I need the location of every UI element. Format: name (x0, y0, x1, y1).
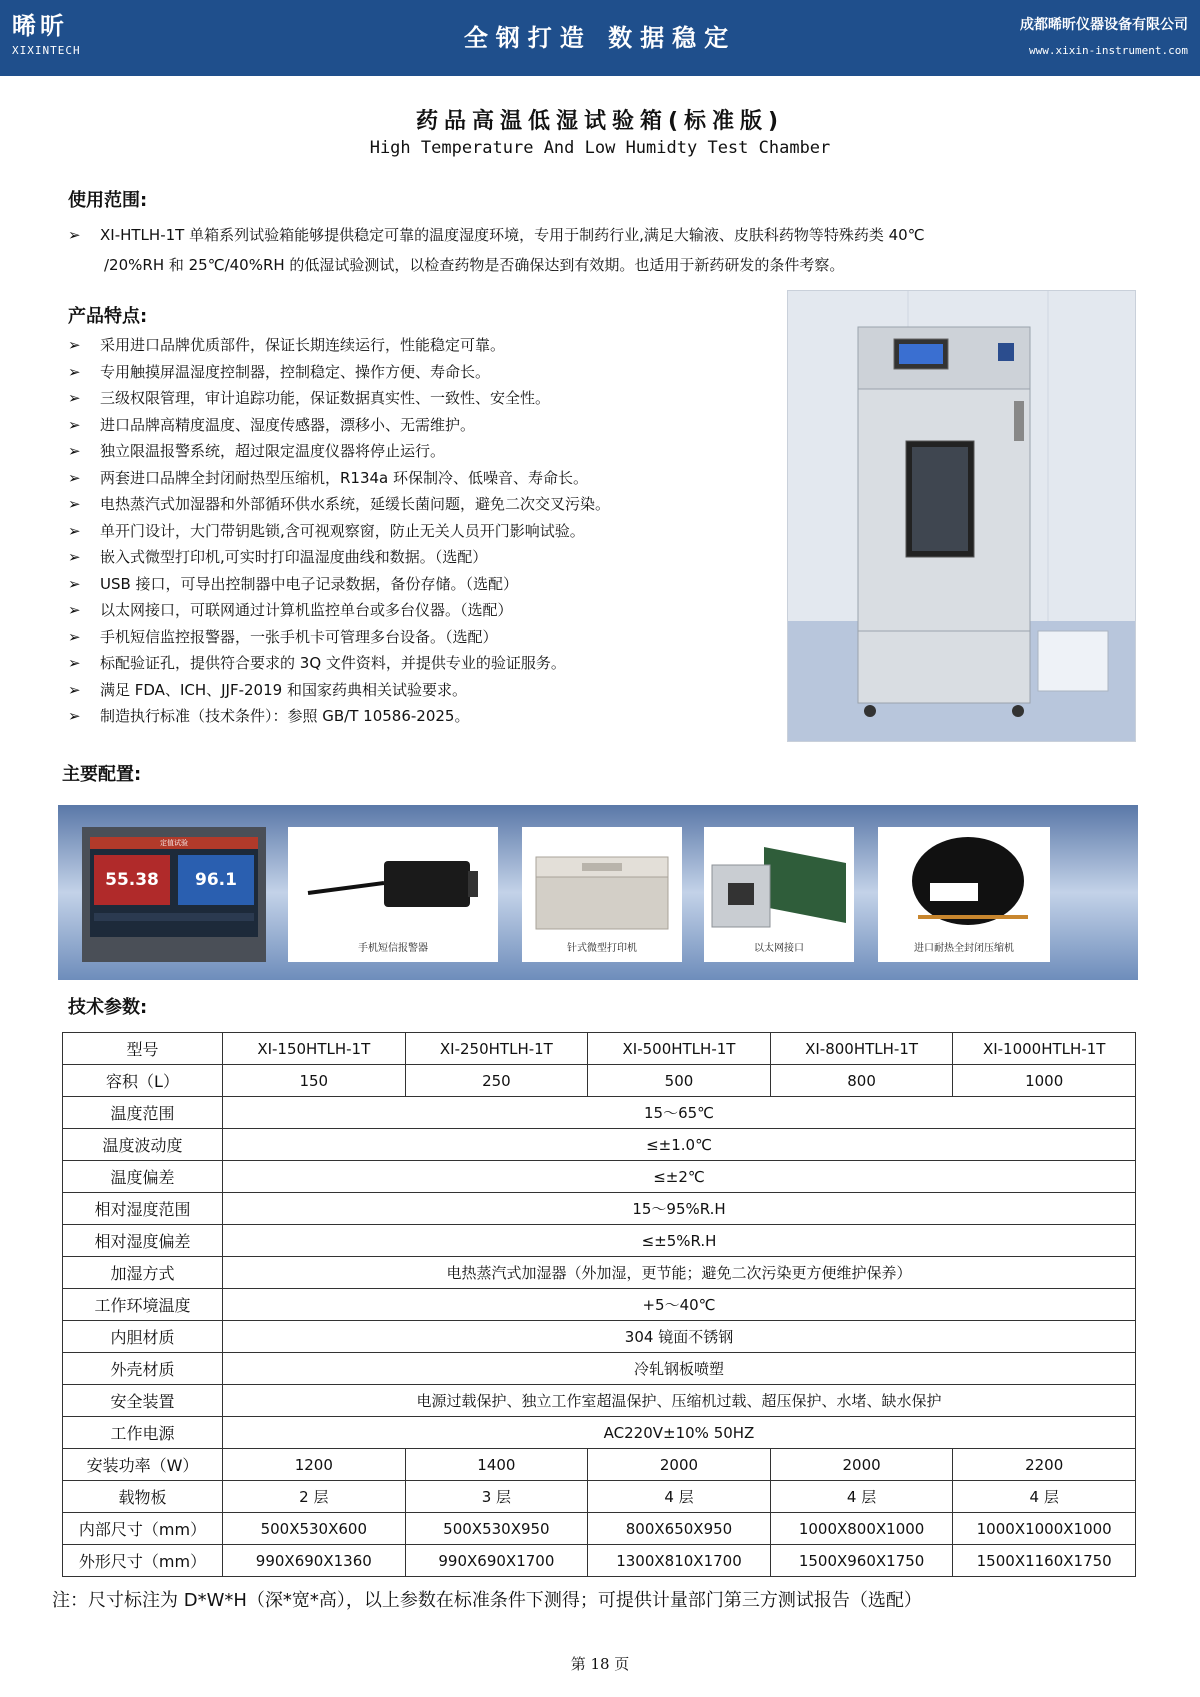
feature-item (68, 650, 566, 676)
ethernet-card-image (704, 827, 854, 962)
spec-row-common (63, 1385, 1136, 1417)
spec-row-common (63, 1225, 1136, 1257)
scope-line-2: /20%RH 和 25℃/40%RH 的低湿试验测试，以检查药物是否确保达到有效期。也适用于新药研发的条件考察。 (104, 256, 845, 274)
spec-row-outer-size (63, 1545, 1136, 1577)
bullet-marker: ➢ (68, 468, 81, 487)
row-label: 相对湿度范围 (63, 1193, 223, 1225)
scope-paragraph (68, 220, 1118, 280)
table-cell: XI-1000HTLH-1T (953, 1033, 1136, 1065)
table-cell: 1500X960X1750 (770, 1545, 953, 1577)
feature-item (68, 624, 498, 650)
row-label: 型号 (63, 1033, 223, 1065)
table-cell: 990X690X1700 (405, 1545, 588, 1577)
table-cell: 150 (223, 1065, 406, 1097)
row-label: 外壳材质 (63, 1353, 223, 1385)
feature-item (68, 677, 467, 703)
table-cell: 1400 (405, 1449, 588, 1481)
table-cell: 15～95%R.H (223, 1193, 1136, 1225)
spec-row-common (63, 1417, 1136, 1449)
config-heading: 主要配置: (62, 764, 142, 785)
spec-row-inner-size (63, 1513, 1136, 1545)
bullet-marker: ➢ (68, 574, 81, 593)
config-label-ethernet: 以太网接口 (754, 943, 804, 954)
table-cell: 500X530X950 (405, 1513, 588, 1545)
bullet-marker: ➢ (68, 548, 81, 566)
config-label-sms-alarm: 手机短信报警器 (358, 943, 428, 954)
document-title-en: High Temperature And Low Humidty Test Chamber (369, 138, 831, 158)
feature-text: 采用进口品牌优质部件，保证长期连续运行，性能稳定可靠。 (100, 336, 506, 354)
feature-item (68, 359, 490, 385)
page-header (0, 0, 1200, 76)
table-cell: 1300X810X1700 (588, 1545, 771, 1577)
table-cell: ≤±5%R.H (223, 1225, 1136, 1257)
row-label: 安全装置 (63, 1385, 223, 1417)
feature-text: USB 接口，可导出控制器中电子记录数据，备份存储。（选配） (100, 574, 519, 593)
row-label: 温度波动度 (63, 1129, 223, 1161)
controller-humid-readout: 96.1 (178, 855, 254, 905)
feature-text: 满足 FDA、ICH、JJF-2019 和国家药典相关试验要求。 (100, 680, 467, 699)
table-cell: 3 层 (405, 1481, 588, 1513)
bullet-marker: ➢ (68, 226, 81, 244)
feature-text: 手机短信监控报警器，一张手机卡可管理多台设备。（选配） (100, 627, 498, 646)
controller-image (82, 827, 266, 962)
feature-text: 专用触摸屏温湿度控制器，控制稳定、操作方便、寿命长。 (100, 362, 491, 381)
table-cell: 800 (770, 1065, 953, 1097)
table-cell: 2000 (588, 1449, 771, 1481)
document-title-cn: 药品高温低湿试验箱(标准版) (415, 109, 785, 134)
table-cell: 4 层 (770, 1481, 953, 1513)
config-label-printer: 针式微型打印机 (567, 943, 637, 954)
table-cell: 800X650X950 (588, 1513, 771, 1545)
row-label: 加湿方式 (63, 1257, 223, 1289)
row-label: 温度偏差 (63, 1161, 223, 1193)
spec-row-common (63, 1193, 1136, 1225)
row-label: 载物板 (63, 1481, 223, 1513)
controller-screen-title: 定值试验 (90, 837, 258, 849)
table-cell: 990X690X1360 (223, 1545, 406, 1577)
bullet-marker: ➢ (68, 521, 81, 540)
config-label-compressor: 进口耐热全封闭压缩机 (914, 943, 1014, 954)
config-band (58, 805, 1138, 980)
feature-item (68, 571, 518, 597)
table-cell: 500 (588, 1065, 771, 1097)
scope-line-1: XI-HTLH-1T 单箱系列试验箱能够提供稳定可靠的温度湿度环境，专用于制药行业,满足大输液、皮肤科药物等特殊药类 40℃ (100, 226, 925, 244)
spec-row-common (63, 1129, 1136, 1161)
row-label: 内部尺寸（mm） (63, 1513, 223, 1545)
spec-row-common (63, 1097, 1136, 1129)
product-photo (787, 290, 1136, 742)
table-cell: 2000 (770, 1449, 953, 1481)
compressor-image (878, 827, 1050, 962)
printer-image (522, 827, 682, 962)
table-cell: ≤±2℃ (223, 1161, 1136, 1193)
feature-item (68, 465, 588, 491)
spec-row-common (63, 1353, 1136, 1385)
feature-text: 进口品牌高精度温度、湿度传感器，漂移小、无需维护。 (100, 415, 476, 434)
table-cell: 4 层 (953, 1481, 1136, 1513)
table-cell: 2200 (953, 1449, 1136, 1481)
bullet-marker: ➢ (68, 415, 81, 434)
scope-heading: 使用范围: (68, 190, 148, 211)
row-label: 相对湿度偏差 (63, 1225, 223, 1257)
bullet-marker: ➢ (68, 680, 81, 699)
spec-table (62, 1032, 1136, 1577)
company-url[interactable]: www.xixin-instrument.com (1029, 44, 1188, 57)
table-cell: 1000X1000X1000 (953, 1513, 1136, 1545)
feature-item (68, 332, 505, 358)
table-cell: 1000 (953, 1065, 1136, 1097)
row-label: 安装功率（W） (63, 1449, 223, 1481)
feature-item (68, 518, 585, 544)
row-label: 工作电源 (63, 1417, 223, 1449)
specs-heading: 技术参数: (68, 997, 148, 1018)
table-cell: +5～40℃ (223, 1289, 1136, 1321)
spec-row-common (63, 1161, 1136, 1193)
table-cell: 1200 (223, 1449, 406, 1481)
bullet-marker: ➢ (68, 627, 81, 646)
table-cell: XI-250HTLH-1T (405, 1033, 588, 1065)
table-cell: 304 镜面不锈钢 (223, 1321, 1136, 1353)
table-cell: 2 层 (223, 1481, 406, 1513)
spec-row-shelves (63, 1481, 1136, 1513)
spec-row-volume (63, 1065, 1136, 1097)
spec-row-common (63, 1257, 1136, 1289)
bullet-marker: ➢ (68, 495, 81, 513)
company-name: 成都晞昕仪器设备有限公司 (1020, 17, 1188, 33)
brand-name-en: XIXINTECH (12, 44, 81, 57)
feature-text: 三级权限管理，审计追踪功能，保证数据真实性、一致性、安全性。 (100, 389, 551, 407)
feature-text: 以太网接口，可联网通过计算机监控单台或多台仪器。（选配） (100, 601, 513, 619)
feature-item (68, 703, 469, 729)
table-cell: XI-150HTLH-1T (223, 1033, 406, 1065)
feature-text: 制造执行标准（技术条件）：参照 GB/T 10586-2025。 (100, 707, 470, 725)
table-cell: 250 (405, 1065, 588, 1097)
row-label: 工作环境温度 (63, 1289, 223, 1321)
controller-temp-readout: 55.38 (94, 855, 170, 905)
feature-item (68, 597, 513, 623)
table-cell: 4 层 (588, 1481, 771, 1513)
bullet-marker: ➢ (68, 442, 81, 460)
feature-text: 两套进口品牌全封闭耐热型压缩机，R134a 环保制冷、低噪音、寿命长。 (100, 468, 589, 487)
row-label: 容积（L） (63, 1065, 223, 1097)
feature-item (68, 385, 550, 411)
feature-item (68, 438, 445, 464)
features-heading: 产品特点: (68, 306, 148, 327)
header-slogan: 全钢打造 数据稳定 (463, 24, 737, 52)
feature-item (68, 544, 487, 570)
bullet-marker: ➢ (68, 601, 81, 619)
bullet-marker: ➢ (68, 707, 81, 725)
feature-text: 电热蒸汽式加湿器和外部循环供水系统，延缓长菌问题，避免二次交叉污染。 (100, 495, 611, 513)
row-label: 外形尺寸（mm） (63, 1545, 223, 1577)
row-label: 温度范围 (63, 1097, 223, 1129)
table-cell: AC220V±10% 50HZ (223, 1417, 1136, 1449)
table-cell: XI-500HTLH-1T (588, 1033, 771, 1065)
spec-row-common (63, 1321, 1136, 1353)
feature-text: 单开门设计，大门带钥匙锁,含可视观察窗，防止无关人员开门影响试验。 (100, 521, 585, 540)
bullet-marker: ➢ (68, 362, 81, 381)
spec-row-model (63, 1033, 1136, 1065)
table-cell: 电源过载保护、独立工作室超温保护、压缩机过载、超压保护、水堵、缺水保护 (223, 1385, 1136, 1417)
table-cell: 1500X1160X1750 (953, 1545, 1136, 1577)
spec-row-common (63, 1289, 1136, 1321)
row-label: 内胆材质 (63, 1321, 223, 1353)
spec-row-power (63, 1449, 1136, 1481)
feature-text: 标配验证孔，提供符合要求的 3Q 文件资料，并提供专业的验证服务。 (100, 654, 566, 672)
page-number: 第 18 页 (570, 1655, 630, 1673)
brand-name-cn: 晞昕 (12, 12, 68, 40)
table-cell: 电热蒸汽式加湿器（外加湿，更节能；避免二次污染更方便维护保养） (223, 1257, 1136, 1289)
table-cell: 冷轧钢板喷塑 (223, 1353, 1136, 1385)
bullet-marker: ➢ (68, 389, 81, 407)
table-cell: 1000X800X1000 (770, 1513, 953, 1545)
table-cell: 15～65℃ (223, 1097, 1136, 1129)
feature-text: 独立限温报警系统，超过限定温度仪器将停止运行。 (100, 442, 446, 460)
footnote: 注：尺寸标注为 D*W*H（深*宽*高），以上参数在标准条件下测得；可提供计量部门第三方测试报告（选配） (52, 1590, 922, 1611)
feature-text: 嵌入式微型打印机,可实时打印温湿度曲线和数据。（选配） (100, 548, 488, 566)
bullet-marker: ➢ (68, 654, 81, 672)
feature-item (68, 491, 610, 517)
table-cell: 500X530X600 (223, 1513, 406, 1545)
sms-alarm-image (288, 827, 498, 962)
table-cell: ≤±1.0℃ (223, 1129, 1136, 1161)
bullet-marker: ➢ (68, 336, 81, 354)
table-cell: XI-800HTLH-1T (770, 1033, 953, 1065)
feature-item (68, 412, 475, 438)
